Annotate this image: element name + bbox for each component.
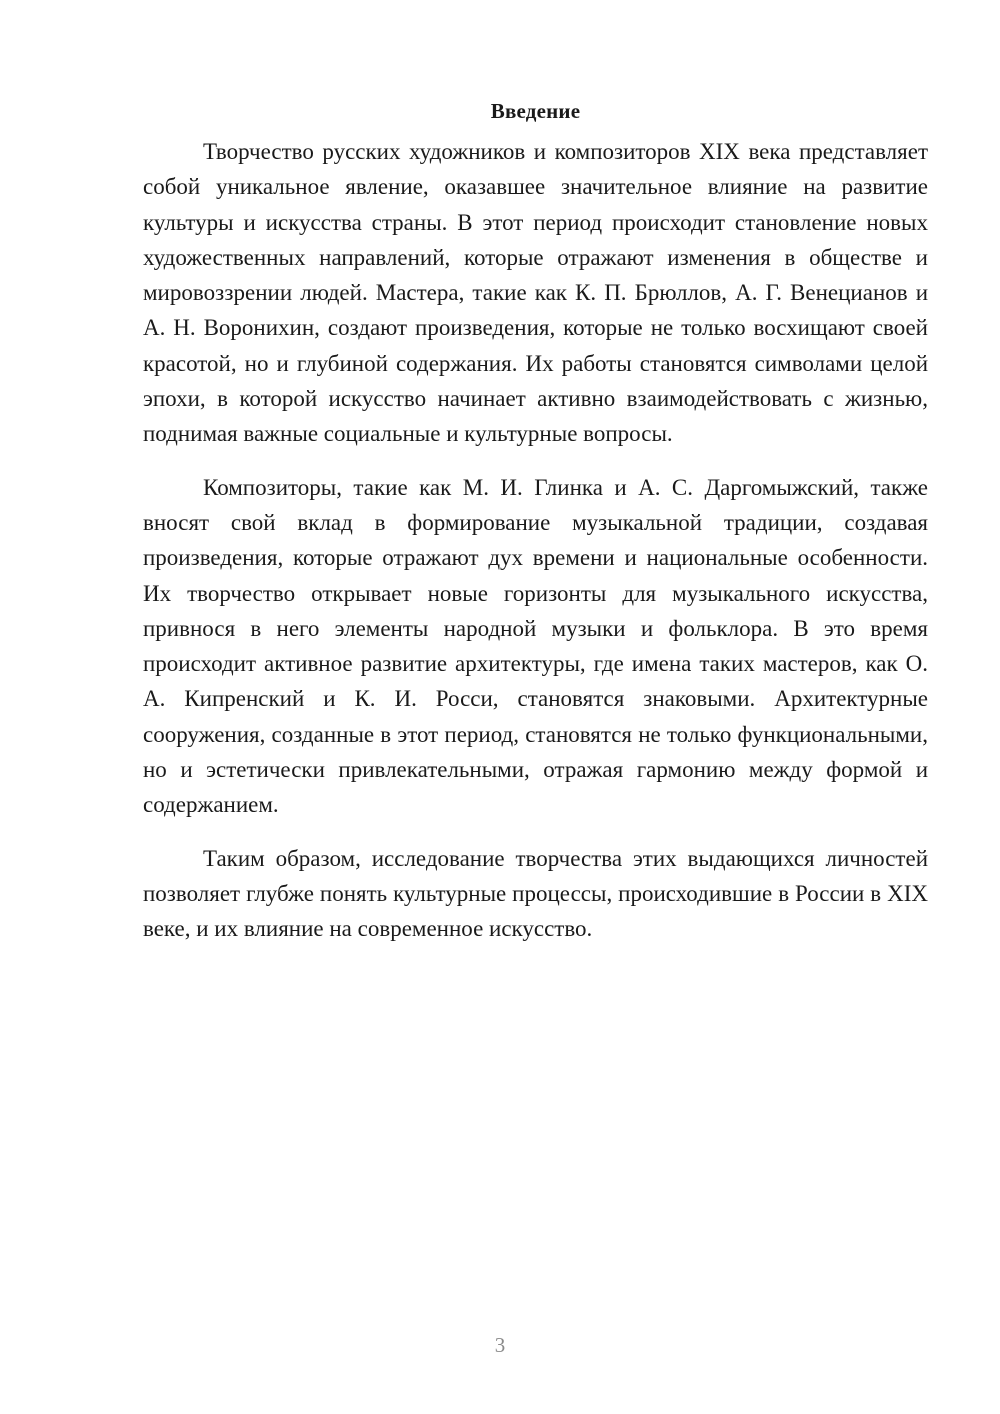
paragraph-3: Таким образом, исследование творчества этих выдающихся личностей позволяет глубже понять культурные процессы, происходившие в России в XIX веке, и их влияние на современное искусство. xyxy=(143,845,928,942)
page-content xyxy=(143,96,928,965)
paragraph-1: Творчество русских художников и композиторов XIX века представляет собой уникальное явление, оказавшее значительное влияние на развитие культуры и искусства страны. В этот период происходит становление новых художественных направлений, которые отражают изменения в обществе и мировоззрении людей. Мастера, такие как К. П. Брюллов, А. Г. Венецианов и А. Н. Воронихин, создают произведения, которые не только восхищают своей красотой, но и глубиной содержания. Их работы становятся символами целой эпохи, в которой искусство начинает активно взаимодействовать с жизнью, поднимая важные социальные и культурные вопросы. xyxy=(143,139,928,447)
page-number: 3 xyxy=(494,1333,506,1357)
paragraph-2: Композиторы, такие как М. И. Глинка и А. С. Даргомыжский, также вносят свой вклад в формирование музыкальной традиции, создавая произведения, которые отражают дух времени и национальные особенности. Их творчество открывает новые горизонты для музыкального искусства, привнося в него элементы народной музыки и фольклора. В это время происходит активное развитие архитектуры, где имена таких мастеров, как О. А. Кипренский и К. И. Росси, становятся знаковыми. Архитектурные сооружения, созданные в этот период, становятся не только функциональными, но и эстетически привлекательными, отражая гармонию между формой и содержанием. xyxy=(143,474,928,818)
section-title: Введение xyxy=(490,99,581,123)
